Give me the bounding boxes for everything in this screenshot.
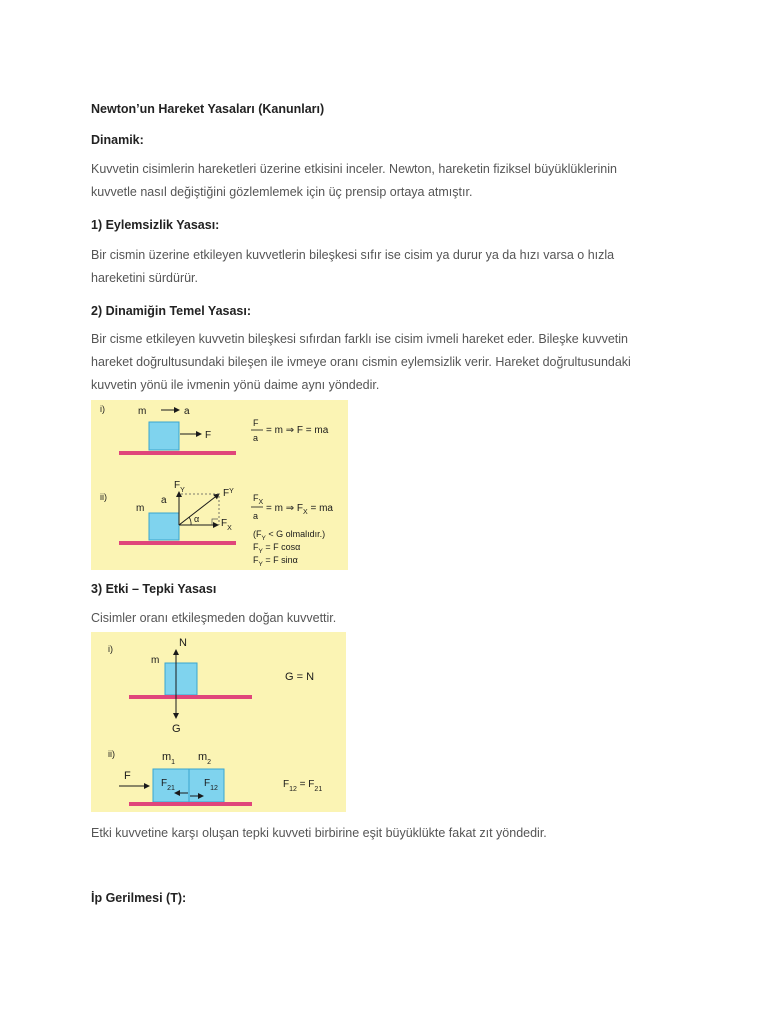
law1-heading: 1) Eylemsizlik Yasası: — [91, 218, 220, 232]
fig2-i-mass: m — [151, 655, 160, 666]
fig1-ii-cond-b: < G olmalıdır.) — [265, 529, 326, 539]
fig1-i-accel: a — [184, 406, 190, 417]
law2-line-3: kuvvetin yönü ile ivmenin yönü daime aynı yöndedir. — [91, 378, 380, 392]
fig1-ii-eq2-sub: Y — [258, 561, 263, 568]
fig1-ii-fx-letter: F — [221, 518, 228, 529]
fig1-ii-eq1-b: = F cosα — [262, 542, 301, 552]
dinamik-line-2: kuvvetle nasıl değiştiğini gözlemlemek için üç prensip ortaya atmıştır. — [91, 185, 473, 199]
fig1-ii-angle-arc — [189, 517, 191, 525]
fig1-i-force: F — [205, 430, 212, 441]
fig1-ii-fy-letter: F — [174, 480, 181, 491]
fig1-i-mass: m — [138, 406, 147, 417]
fig2-ii-f12-sub: 12 — [210, 785, 218, 792]
fig1-i-frac-den: a — [253, 433, 259, 443]
dinamik-line-1: Kuvvetin cisimlerin hareketleri üzerine etkisini inceler. Newton, hareketin fiziksel büyüklüklerinin — [91, 162, 617, 176]
law2-line-2: hareket doğrultusundaki bileşen ile ivmeye oranı cismin eylemsizlik verir. Hareket doğrultusundaki — [91, 355, 631, 369]
law3-after-line: Etki kuvvetine karşı oluşan tepki kuvveti birbirine eşit büyüklükte fakat zıt yöndedir. — [91, 826, 547, 840]
fig1-ii-fy-sub: Y — [180, 487, 185, 494]
fig2-i-ground — [129, 695, 252, 699]
fig1-ii-block — [149, 513, 179, 540]
fig1-ii-formula — [266, 503, 333, 516]
fig1-ii-fy-label — [174, 480, 185, 494]
fig1-ii-f-sub: Y — [229, 488, 234, 495]
law2-line-1: Bir cisme etkileyen kuvvetin bileşkesi sıfırdan farklı ise cisim ivmeli hareket eder. Bileşke kuvvetin — [91, 332, 629, 346]
fig2-ii-m2-letter: m — [198, 751, 208, 763]
fig1-ii-frac-num-letter: F — [253, 493, 259, 503]
fig1-i-frac-num: F — [253, 418, 259, 428]
law1-line-1: Bir cismin üzerine etkileyen kuvvetlerin bileşkesi sıfır ise cisim ya durur ya da hızı varsa o hızla — [91, 248, 615, 262]
dinamik-paragraph — [91, 158, 691, 204]
fig2-ii-m1-sub: 1 — [171, 759, 176, 766]
fig2-i-normal-label: N — [179, 637, 187, 649]
fig1-ii-f-label — [223, 488, 234, 499]
law2-paragraph — [91, 328, 691, 397]
fig2-ii-f21-sub: 21 — [167, 785, 175, 792]
fig1-i-block — [149, 422, 179, 450]
fig1-ii-formula-b: = ma — [307, 503, 333, 514]
fig1-ii-formula-a: = m ⇒ F — [266, 503, 303, 514]
fig2-ii-m1-label — [162, 751, 175, 766]
fig1-ii-frac-num — [253, 493, 264, 506]
page-title: Newton’un Hareket Yasaları (Kanunları) — [91, 102, 325, 116]
figure-dynamics — [91, 400, 348, 570]
fig1-ii-formula-sub: X — [303, 509, 308, 516]
fig2-ii-equation — [283, 779, 322, 793]
figure-dynamics-svg — [91, 400, 348, 570]
law3-heading: 3) Etki – Tepki Yasası — [91, 582, 217, 596]
fig2-ii-ground — [129, 802, 252, 806]
fig2-i-weight-label: G — [172, 723, 181, 735]
dinamik-heading: Dinamik: — [91, 133, 144, 147]
fig1-ii-eq-fy — [253, 555, 298, 568]
fig2-i-block — [165, 663, 197, 695]
fig1-ii-fx-sub: X — [227, 525, 232, 532]
fig2-ii-f21-letter: F — [161, 778, 168, 789]
fig1-ii-eq2-a: F — [253, 555, 259, 565]
fig2-ii-eq-a-sub: 12 — [289, 786, 297, 793]
figure-action-reaction — [91, 632, 346, 812]
law3-paragraph — [91, 607, 691, 630]
fig1-ii-eq-fx — [253, 542, 300, 555]
fig1-ii-fx-label — [221, 518, 232, 532]
fig1-ii-cond-sub: Y — [261, 535, 266, 542]
fig1-ii-accel: a — [161, 495, 167, 506]
fig1-ii-right-angle — [212, 519, 218, 525]
fig2-i-label: i) — [108, 644, 113, 654]
fig1-ii-eq1-sub: Y — [258, 548, 263, 555]
fig2-ii-m1-letter: m — [162, 751, 172, 763]
fig1-ii-mass: m — [136, 503, 145, 514]
fig1-ii-angle: α — [194, 514, 200, 524]
fig2-ii-m2-label — [198, 751, 211, 766]
fig2-ii-eq-b-sub: 21 — [314, 786, 323, 793]
fig1-ii-eq1-a: F — [253, 542, 259, 552]
fig2-ii-force-label: F — [124, 770, 131, 782]
fig1-ii-ground — [119, 541, 236, 545]
fig1-i-formula: = m ⇒ F = ma — [266, 425, 329, 436]
fig1-i-ground — [119, 451, 236, 455]
law1-paragraph — [91, 244, 691, 290]
law2-heading: 2) Dinamiğin Temel Yasası: — [91, 304, 252, 318]
fig1-ii-eq2-b: = F sinα — [262, 555, 298, 565]
fig2-i-equation: G = N — [285, 671, 315, 683]
fig1-i-label: i) — [100, 404, 105, 414]
figure-action-reaction-svg — [91, 632, 346, 812]
rope-heading: İp Gerilmesi (T): — [91, 891, 187, 905]
fig1-ii-cond-a: (F — [253, 529, 262, 539]
fig2-ii-m2-sub: 2 — [207, 759, 212, 766]
law3-line-1: Cisimler oranı etkileşmeden doğan kuvvettir. — [91, 611, 337, 625]
fig2-ii-eq-a: F — [283, 779, 290, 790]
fig2-ii-label: ii) — [108, 749, 115, 759]
fig2-ii-eq-mid: = F — [296, 779, 315, 790]
fig1-ii-frac-num-sub: X — [258, 499, 264, 506]
fig1-ii-label: ii) — [100, 492, 107, 502]
fig1-ii-frac-den: a — [253, 511, 259, 521]
fig1-ii-f-letter: F — [223, 488, 230, 499]
law3-after-paragraph — [91, 822, 691, 845]
fig2-ii-f12-letter: F — [204, 778, 211, 789]
law1-line-2: hareketini sürdürür. — [91, 271, 199, 285]
fig1-ii-condition — [253, 529, 325, 542]
